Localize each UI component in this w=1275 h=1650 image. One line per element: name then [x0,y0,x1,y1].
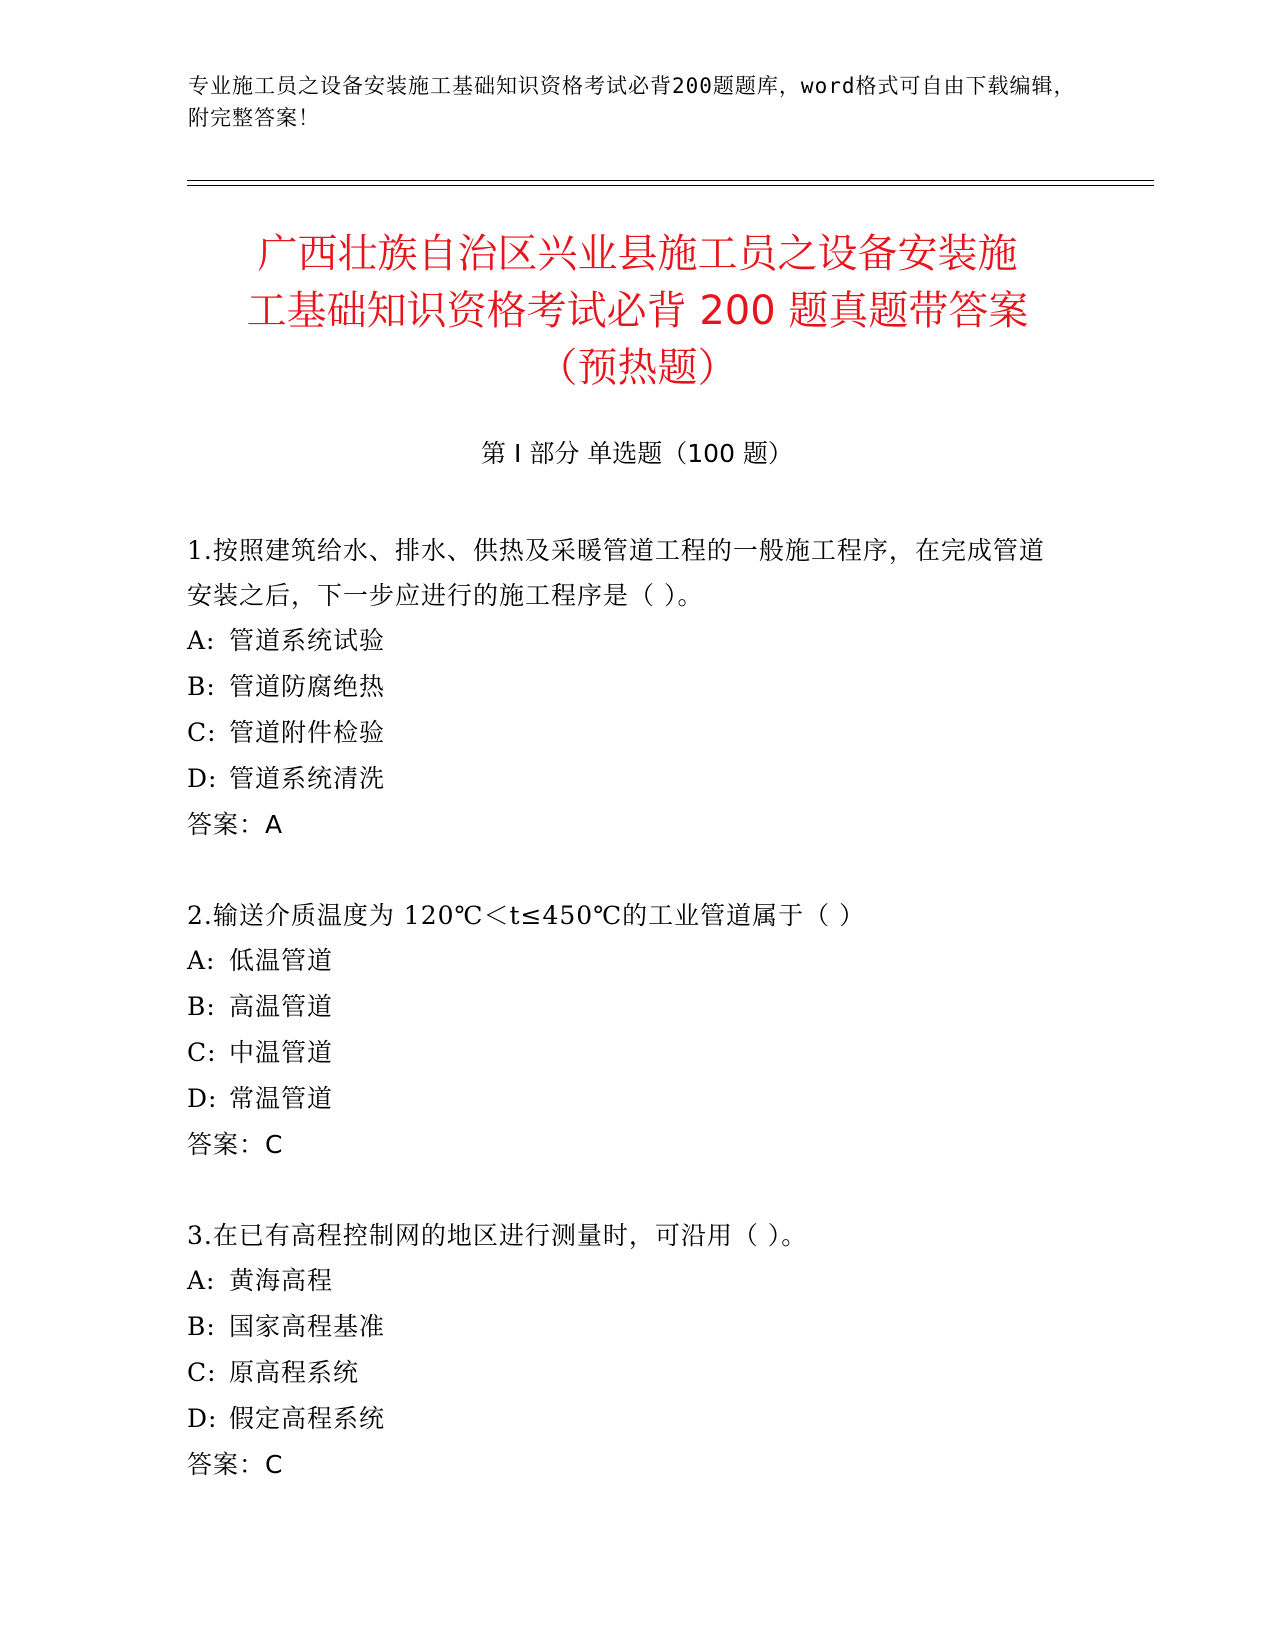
option-text: 低温管道 [229,946,334,975]
option-c [187,710,1067,756]
question-stem: 2.输送介质温度为 120℃＜t≤450℃的工业管道属于（ ） [187,901,866,930]
option-text: 管道系统试验 [229,626,386,655]
title-line-1: 广西壮族自治区兴业县施工员之设备安装施 [257,231,1018,277]
title-line-3: （预热题） [537,345,738,391]
option-text: 管道防腐绝热 [229,672,386,701]
option-text: 国家高程基准 [229,1312,386,1341]
option-b [187,1304,1067,1350]
option-b [187,664,1067,710]
question-3 [187,1213,1067,1488]
section-title: 第 I 部分 单选题（100 题） [481,439,793,468]
option-letter: A: [187,1266,216,1295]
answer-key: 答案：A [187,810,284,839]
question-stem: 1.按照建筑给水、排水、供热及采暖管道工程的一般施工程序，在完成管道安装之后，下一步应进行的施工程序是（ ）。 [187,536,1045,610]
question-2 [187,893,1067,1168]
option-text: 管道系统清洗 [229,764,386,793]
option-a [187,1258,1067,1304]
option-letter: B: [187,992,216,1021]
header-divider-top [187,180,1154,181]
option-d [187,756,1067,802]
option-d [187,1396,1067,1442]
question-1 [187,528,1067,848]
option-text: 高温管道 [229,992,334,1021]
option-letter: B: [187,1312,216,1341]
question-list [187,528,1067,1488]
option-text: 原高程系统 [229,1358,360,1387]
header-note: 专业施工员之设备安装施工基础知识资格考试必背200题题库，word格式可自由下载编辑，附完整答案！ [188,74,1076,130]
option-b [187,984,1067,1030]
option-text: 黄海高程 [229,1266,334,1295]
option-a [187,618,1067,664]
option-letter: D: [187,1404,218,1433]
answer-key: 答案：C [187,1450,284,1479]
document-title [190,226,1085,397]
option-letter: D: [187,1084,218,1113]
title-line-2: 工基础知识资格考试必背 200 题真题带答案 [246,288,1029,334]
option-letter: C: [187,718,217,747]
option-a [187,938,1067,984]
option-letter: C: [187,1038,217,1067]
option-letter: B: [187,672,216,701]
option-text: 中温管道 [229,1038,334,1067]
option-text: 假定高程系统 [229,1404,386,1433]
question-stem: 3.在已有高程控制网的地区进行测量时，可沿用（ ）。 [187,1221,808,1250]
option-letter: A: [187,946,216,975]
option-text: 常温管道 [229,1084,334,1113]
option-letter: A: [187,626,216,655]
option-letter: C: [187,1358,217,1387]
option-letter: D: [187,764,218,793]
header-divider-bottom [187,185,1154,186]
option-d [187,1076,1067,1122]
option-text: 管道附件检验 [229,718,386,747]
option-c [187,1030,1067,1076]
answer-key: 答案：C [187,1130,284,1159]
option-c [187,1350,1067,1396]
